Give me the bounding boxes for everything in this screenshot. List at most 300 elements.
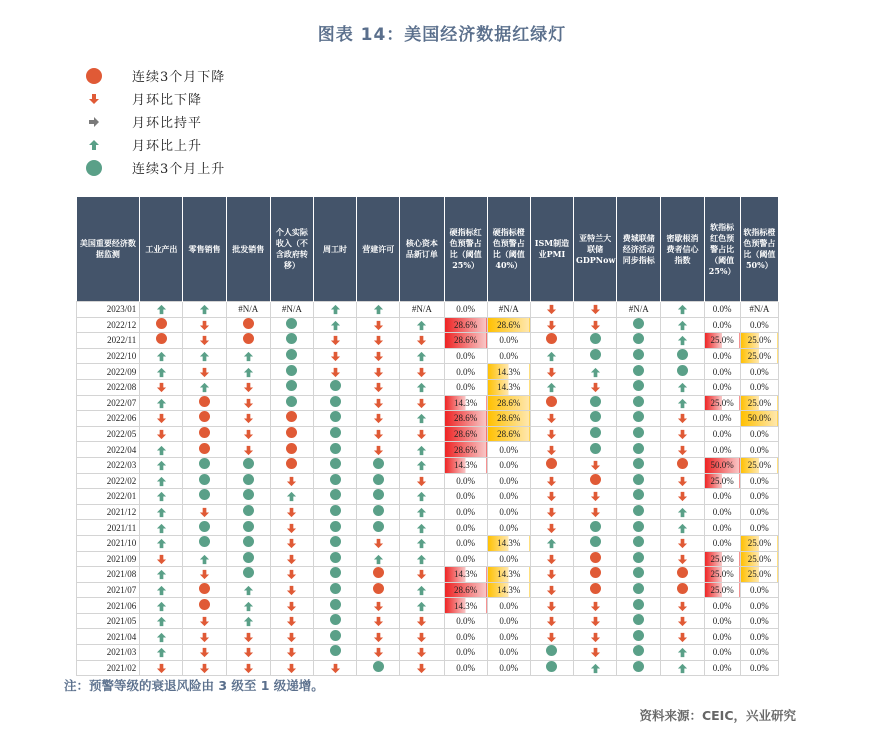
up-arrow-icon [155, 600, 167, 612]
red-circle-icon [286, 411, 297, 422]
indicator-cell [140, 567, 183, 583]
indicator-cell [574, 629, 617, 645]
table-row [77, 645, 779, 661]
red-circle-icon [84, 66, 104, 86]
hard-orange-cell: 0.0% [487, 645, 530, 661]
indicator-cell [140, 629, 183, 645]
green-circle-icon [590, 536, 601, 547]
indicator-cell [226, 504, 270, 520]
down-arrow-icon [546, 569, 558, 581]
green-circle-icon [633, 521, 644, 532]
table-row [77, 333, 779, 349]
indicator-cell [313, 660, 356, 676]
column-header: 软指标橙色预警占比（阈值50%） [740, 197, 778, 302]
table-row [77, 629, 779, 645]
green-circle-icon [330, 458, 341, 469]
red-circle-icon [286, 458, 297, 469]
footnote: 注：预警等级的衰退风险由 3 级至 1 级递增。 [64, 678, 324, 693]
table-row [77, 442, 779, 458]
indicator-cell [400, 660, 444, 676]
up-arrow-icon [155, 460, 167, 472]
table-row [77, 660, 779, 676]
red-circle-icon [590, 552, 601, 563]
green-circle-icon [286, 333, 297, 344]
red-circle-icon [199, 427, 210, 438]
date-cell: 2021/06 [77, 598, 140, 614]
column-header: 费城联储经济活动同步指标 [617, 197, 661, 302]
indicator-cell [183, 504, 226, 520]
soft-orange-cell: 0.0% [740, 473, 778, 489]
column-header: 核心资本品新订单 [400, 197, 444, 302]
green-circle-icon [633, 645, 644, 656]
soft-orange-cell: 0.0% [740, 598, 778, 614]
hard-orange-cell: 14.3% [487, 364, 530, 380]
indicator-cell [357, 504, 400, 520]
hard-orange-cell: 28.6% [487, 411, 530, 427]
up-arrow-icon [242, 584, 254, 596]
indicator-cell [270, 535, 313, 551]
indicator-cell [270, 442, 313, 458]
indicator-cell [574, 645, 617, 661]
hard-orange-cell: 0.0% [487, 473, 530, 489]
indicator-cell [530, 504, 573, 520]
date-cell: 2022/11 [77, 333, 140, 349]
green-circle-icon [330, 567, 341, 578]
indicator-cell [226, 645, 270, 661]
green-circle-icon [373, 661, 384, 672]
up-arrow-icon [155, 569, 167, 581]
indicator-cell [357, 473, 400, 489]
indicator-cell [661, 473, 704, 489]
down-arrow-icon [372, 366, 384, 378]
green-circle-icon [243, 567, 254, 578]
legend-label: 月环比持平 [132, 116, 203, 131]
hard-red-cell: 0.0% [444, 660, 487, 676]
up-arrow-icon [155, 647, 167, 659]
green-circle-icon [677, 349, 688, 360]
indicator-cell [140, 395, 183, 411]
date-cell: 2021/03 [77, 645, 140, 661]
green-circle-icon [633, 614, 644, 625]
indicator-cell [313, 520, 356, 536]
red-circle-icon [373, 583, 384, 594]
indicator-cell [270, 333, 313, 349]
down-arrow-icon [372, 382, 384, 394]
indicator-cell [226, 582, 270, 598]
indicator-cell [530, 598, 573, 614]
soft-red-cell: 0.0% [704, 426, 740, 442]
indicator-cell [226, 613, 270, 629]
date-cell: 2023/01 [77, 302, 140, 318]
up-arrow-icon [155, 366, 167, 378]
up-arrow-icon [676, 304, 688, 316]
up-arrow-icon [155, 397, 167, 409]
indicator-cell [530, 411, 573, 427]
down-arrow-icon [372, 647, 384, 659]
down-arrow-icon [676, 428, 688, 440]
date-cell: 2022/03 [77, 457, 140, 473]
soft-red-cell: 0.0% [704, 613, 740, 629]
indicator-cell [574, 520, 617, 536]
soft-red-cell: 25.0% [704, 551, 740, 567]
soft-red-cell: 0.0% [704, 598, 740, 614]
up-arrow-icon [676, 522, 688, 534]
hard-red-cell: 0.0% [444, 535, 487, 551]
red-circle-icon [86, 68, 102, 84]
column-header: ISM制造业PMI [530, 197, 573, 302]
down-arrow-icon [199, 319, 211, 331]
indicator-cell [530, 582, 573, 598]
up-arrow-icon [242, 600, 254, 612]
down-arrow-icon [242, 662, 254, 674]
indicator-cell [574, 302, 617, 318]
date-cell: 2022/06 [77, 411, 140, 427]
hard-red-cell: 0.0% [444, 302, 487, 318]
indicator-cell [530, 660, 573, 676]
indicator-cell [226, 442, 270, 458]
indicator-cell [140, 364, 183, 380]
green-circle-icon [633, 365, 644, 376]
indicator-cell [183, 598, 226, 614]
up-arrow-icon [416, 584, 428, 596]
hard-red-cell: 14.3% [444, 457, 487, 473]
indicator-cell [226, 520, 270, 536]
hard-orange-cell: 28.6% [487, 317, 530, 333]
indicator-cell [617, 317, 661, 333]
down-arrow-icon [199, 616, 211, 628]
down-arrow-icon [286, 538, 298, 550]
indicator-cell [313, 473, 356, 489]
soft-red-cell: 0.0% [704, 442, 740, 458]
indicator-cell [530, 302, 573, 318]
table-header-row [77, 197, 779, 302]
indicator-cell [574, 457, 617, 473]
column-header: 密歇根消费者信心指数 [661, 197, 704, 302]
indicator-cell [313, 395, 356, 411]
indicator-cell [313, 317, 356, 333]
indicator-cell [226, 457, 270, 473]
down-arrow-icon [199, 662, 211, 674]
indicator-cell [313, 489, 356, 505]
indicator-cell [574, 535, 617, 551]
indicator-cell [357, 333, 400, 349]
indicator-cell [226, 473, 270, 489]
indicator-cell [661, 629, 704, 645]
down-arrow-icon [242, 397, 254, 409]
green-circle-icon [633, 505, 644, 516]
up-arrow-icon [416, 444, 428, 456]
indicator-cell [183, 551, 226, 567]
indicator-cell [183, 426, 226, 442]
indicator-cell [574, 333, 617, 349]
table-row [77, 582, 779, 598]
indicator-cell [357, 317, 400, 333]
soft-orange-cell: 0.0% [740, 317, 778, 333]
indicator-cell [661, 535, 704, 551]
indicator-cell [530, 379, 573, 395]
down-arrow-icon [242, 428, 254, 440]
red-circle-icon [199, 443, 210, 454]
down-arrow-icon [372, 319, 384, 331]
indicator-cell [530, 457, 573, 473]
down-arrow-icon [589, 319, 601, 331]
table-row [77, 457, 779, 473]
down-arrow-icon [286, 475, 298, 487]
down-arrow-icon [372, 428, 384, 440]
indicator-cell [183, 411, 226, 427]
indicator-cell [617, 426, 661, 442]
up-arrow-icon [676, 397, 688, 409]
indicator-cell [400, 629, 444, 645]
down-arrow-icon [372, 397, 384, 409]
down-arrow-icon [546, 304, 558, 316]
green-circle-icon [199, 521, 210, 532]
indicator-cell [574, 551, 617, 567]
red-circle-icon [199, 583, 210, 594]
indicator-cell [183, 520, 226, 536]
indicator-cell [183, 379, 226, 395]
indicator-cell [140, 489, 183, 505]
green-circle-icon [373, 474, 384, 485]
hard-red-cell: 0.0% [444, 379, 487, 395]
indicator-cell [270, 551, 313, 567]
soft-red-cell: 0.0% [704, 535, 740, 551]
up-arrow-icon [676, 319, 688, 331]
hard-orange-cell: 0.0% [487, 613, 530, 629]
green-circle-icon [330, 521, 341, 532]
down-arrow-icon [286, 600, 298, 612]
indicator-cell [400, 551, 444, 567]
indicator-cell [270, 411, 313, 427]
down-arrow-icon [546, 522, 558, 534]
date-cell: 2021/07 [77, 582, 140, 598]
red-circle-icon [677, 583, 688, 594]
traffic-light-table-wrapper [76, 197, 779, 676]
down-arrow-icon [676, 600, 688, 612]
up-arrow-icon [372, 304, 384, 316]
down-arrow-icon [372, 538, 384, 550]
indicator-cell [313, 333, 356, 349]
indicator-cell [357, 660, 400, 676]
column-header: 营建许可 [357, 197, 400, 302]
indicator-cell [226, 629, 270, 645]
green-circle-icon [633, 474, 644, 485]
green-circle-icon [199, 458, 210, 469]
indicator-cell [574, 504, 617, 520]
green-circle-icon [633, 443, 644, 454]
hard-orange-cell: 0.0% [487, 489, 530, 505]
indicator-cell [400, 379, 444, 395]
up-arrow-icon [416, 538, 428, 550]
soft-orange-cell: 0.0% [740, 660, 778, 676]
indicator-cell [617, 379, 661, 395]
down-arrow-icon [329, 366, 341, 378]
down-arrow-icon [676, 475, 688, 487]
green-circle-icon [546, 661, 557, 672]
indicator-cell [661, 489, 704, 505]
indicator-cell [313, 457, 356, 473]
indicator-cell [357, 629, 400, 645]
soft-red-cell: 0.0% [704, 348, 740, 364]
down-arrow-icon [589, 460, 601, 472]
up-arrow-icon [199, 382, 211, 394]
table-row [77, 302, 779, 318]
up-arrow-icon [416, 413, 428, 425]
right-arrow-icon [88, 116, 100, 128]
date-cell: 2022/09 [77, 364, 140, 380]
indicator-cell [140, 535, 183, 551]
indicator-cell [313, 629, 356, 645]
hard-orange-cell: #N/A [487, 302, 530, 318]
down-arrow-icon [199, 506, 211, 518]
up-arrow-icon [155, 351, 167, 363]
indicator-cell [313, 348, 356, 364]
indicator-cell [226, 379, 270, 395]
indicator-cell [270, 629, 313, 645]
indicator-cell [140, 598, 183, 614]
indicator-cell [661, 442, 704, 458]
hard-red-cell: 28.6% [444, 426, 487, 442]
down-arrow-icon [416, 631, 428, 643]
soft-orange-cell: 0.0% [740, 379, 778, 395]
red-circle-icon [243, 333, 254, 344]
hard-orange-cell: 14.3% [487, 535, 530, 551]
green-circle-icon [330, 630, 341, 641]
green-circle-icon [633, 380, 644, 391]
green-circle-icon [199, 489, 210, 500]
indicator-cell [661, 333, 704, 349]
red-circle-icon [590, 583, 601, 594]
green-circle-icon [243, 521, 254, 532]
indicator-cell [183, 333, 226, 349]
green-circle-icon [243, 474, 254, 485]
table-row [77, 567, 779, 583]
up-arrow-icon [329, 304, 341, 316]
down-arrow-icon [676, 538, 688, 550]
indicator-cell [661, 411, 704, 427]
indicator-cell [270, 567, 313, 583]
up-arrow-icon [155, 475, 167, 487]
green-circle-icon [633, 396, 644, 407]
red-circle-icon [199, 411, 210, 422]
hard-red-cell: 0.0% [444, 364, 487, 380]
hard-orange-cell: 0.0% [487, 442, 530, 458]
soft-red-cell: 50.0% [704, 457, 740, 473]
green-circle-icon [633, 411, 644, 422]
date-cell: 2021/08 [77, 567, 140, 583]
green-circle-icon [633, 552, 644, 563]
indicator-cell [270, 395, 313, 411]
indicator-cell [400, 473, 444, 489]
legend-item [84, 87, 225, 110]
indicator-cell [617, 660, 661, 676]
table-row [77, 613, 779, 629]
down-arrow-icon [546, 631, 558, 643]
indicator-cell [313, 442, 356, 458]
date-cell: 2021/02 [77, 660, 140, 676]
indicator-cell [270, 520, 313, 536]
green-circle-icon [286, 380, 297, 391]
traffic-light-table [76, 197, 779, 676]
indicator-cell [400, 520, 444, 536]
indicator-cell [661, 504, 704, 520]
up-arrow-icon [676, 506, 688, 518]
indicator-cell [270, 364, 313, 380]
down-arrow-icon [546, 491, 558, 503]
green-circle-icon [373, 489, 384, 500]
indicator-cell [183, 582, 226, 598]
up-arrow-icon [329, 319, 341, 331]
green-circle-icon [330, 443, 341, 454]
date-cell: 2022/07 [77, 395, 140, 411]
indicator-cell [574, 411, 617, 427]
hard-red-cell: 28.6% [444, 442, 487, 458]
indicator-cell [400, 613, 444, 629]
indicator-cell: #N/A [400, 302, 444, 318]
hard-red-cell: 14.3% [444, 567, 487, 583]
indicator-cell [661, 457, 704, 473]
indicator-cell [183, 613, 226, 629]
indicator-cell [661, 426, 704, 442]
up-arrow-icon [416, 351, 428, 363]
indicator-cell [661, 660, 704, 676]
legend [84, 64, 225, 179]
table-body [77, 302, 779, 676]
down-arrow-icon [589, 506, 601, 518]
down-arrow-icon [416, 662, 428, 674]
hard-red-cell: 14.3% [444, 598, 487, 614]
green-circle-icon [633, 333, 644, 344]
down-arrow-icon [589, 616, 601, 628]
date-cell: 2021/11 [77, 520, 140, 536]
green-circle-icon [286, 365, 297, 376]
soft-red-cell: 25.0% [704, 395, 740, 411]
indicator-cell: #N/A [617, 302, 661, 318]
soft-orange-cell: 0.0% [740, 582, 778, 598]
indicator-cell [183, 302, 226, 318]
indicator-cell [313, 551, 356, 567]
indicator-cell [183, 317, 226, 333]
down-arrow-icon [546, 553, 558, 565]
table-row [77, 395, 779, 411]
indicator-cell [530, 395, 573, 411]
indicator-cell [140, 457, 183, 473]
down-arrow-icon [546, 506, 558, 518]
green-circle-icon [590, 349, 601, 360]
up-arrow-icon [372, 553, 384, 565]
indicator-cell [183, 457, 226, 473]
date-cell: 2022/01 [77, 489, 140, 505]
hard-orange-cell: 0.0% [487, 504, 530, 520]
indicator-cell [574, 489, 617, 505]
indicator-cell [400, 348, 444, 364]
indicator-cell [617, 629, 661, 645]
legend-label: 月环比上升 [132, 139, 203, 154]
indicator-cell [617, 348, 661, 364]
down-arrow-icon [155, 382, 167, 394]
column-header: 个人实际收入（不含政府转移） [270, 197, 313, 302]
up-arrow-icon [416, 553, 428, 565]
indicator-cell [661, 317, 704, 333]
column-header: 硬指标橙色预警占比（阈值40%） [487, 197, 530, 302]
legend-label: 月环比下降 [132, 93, 203, 108]
soft-red-cell: 0.0% [704, 520, 740, 536]
up-arrow-icon [416, 491, 428, 503]
indicator-cell [140, 442, 183, 458]
green-circle-icon [373, 458, 384, 469]
indicator-cell [183, 645, 226, 661]
green-circle-icon [243, 505, 254, 516]
